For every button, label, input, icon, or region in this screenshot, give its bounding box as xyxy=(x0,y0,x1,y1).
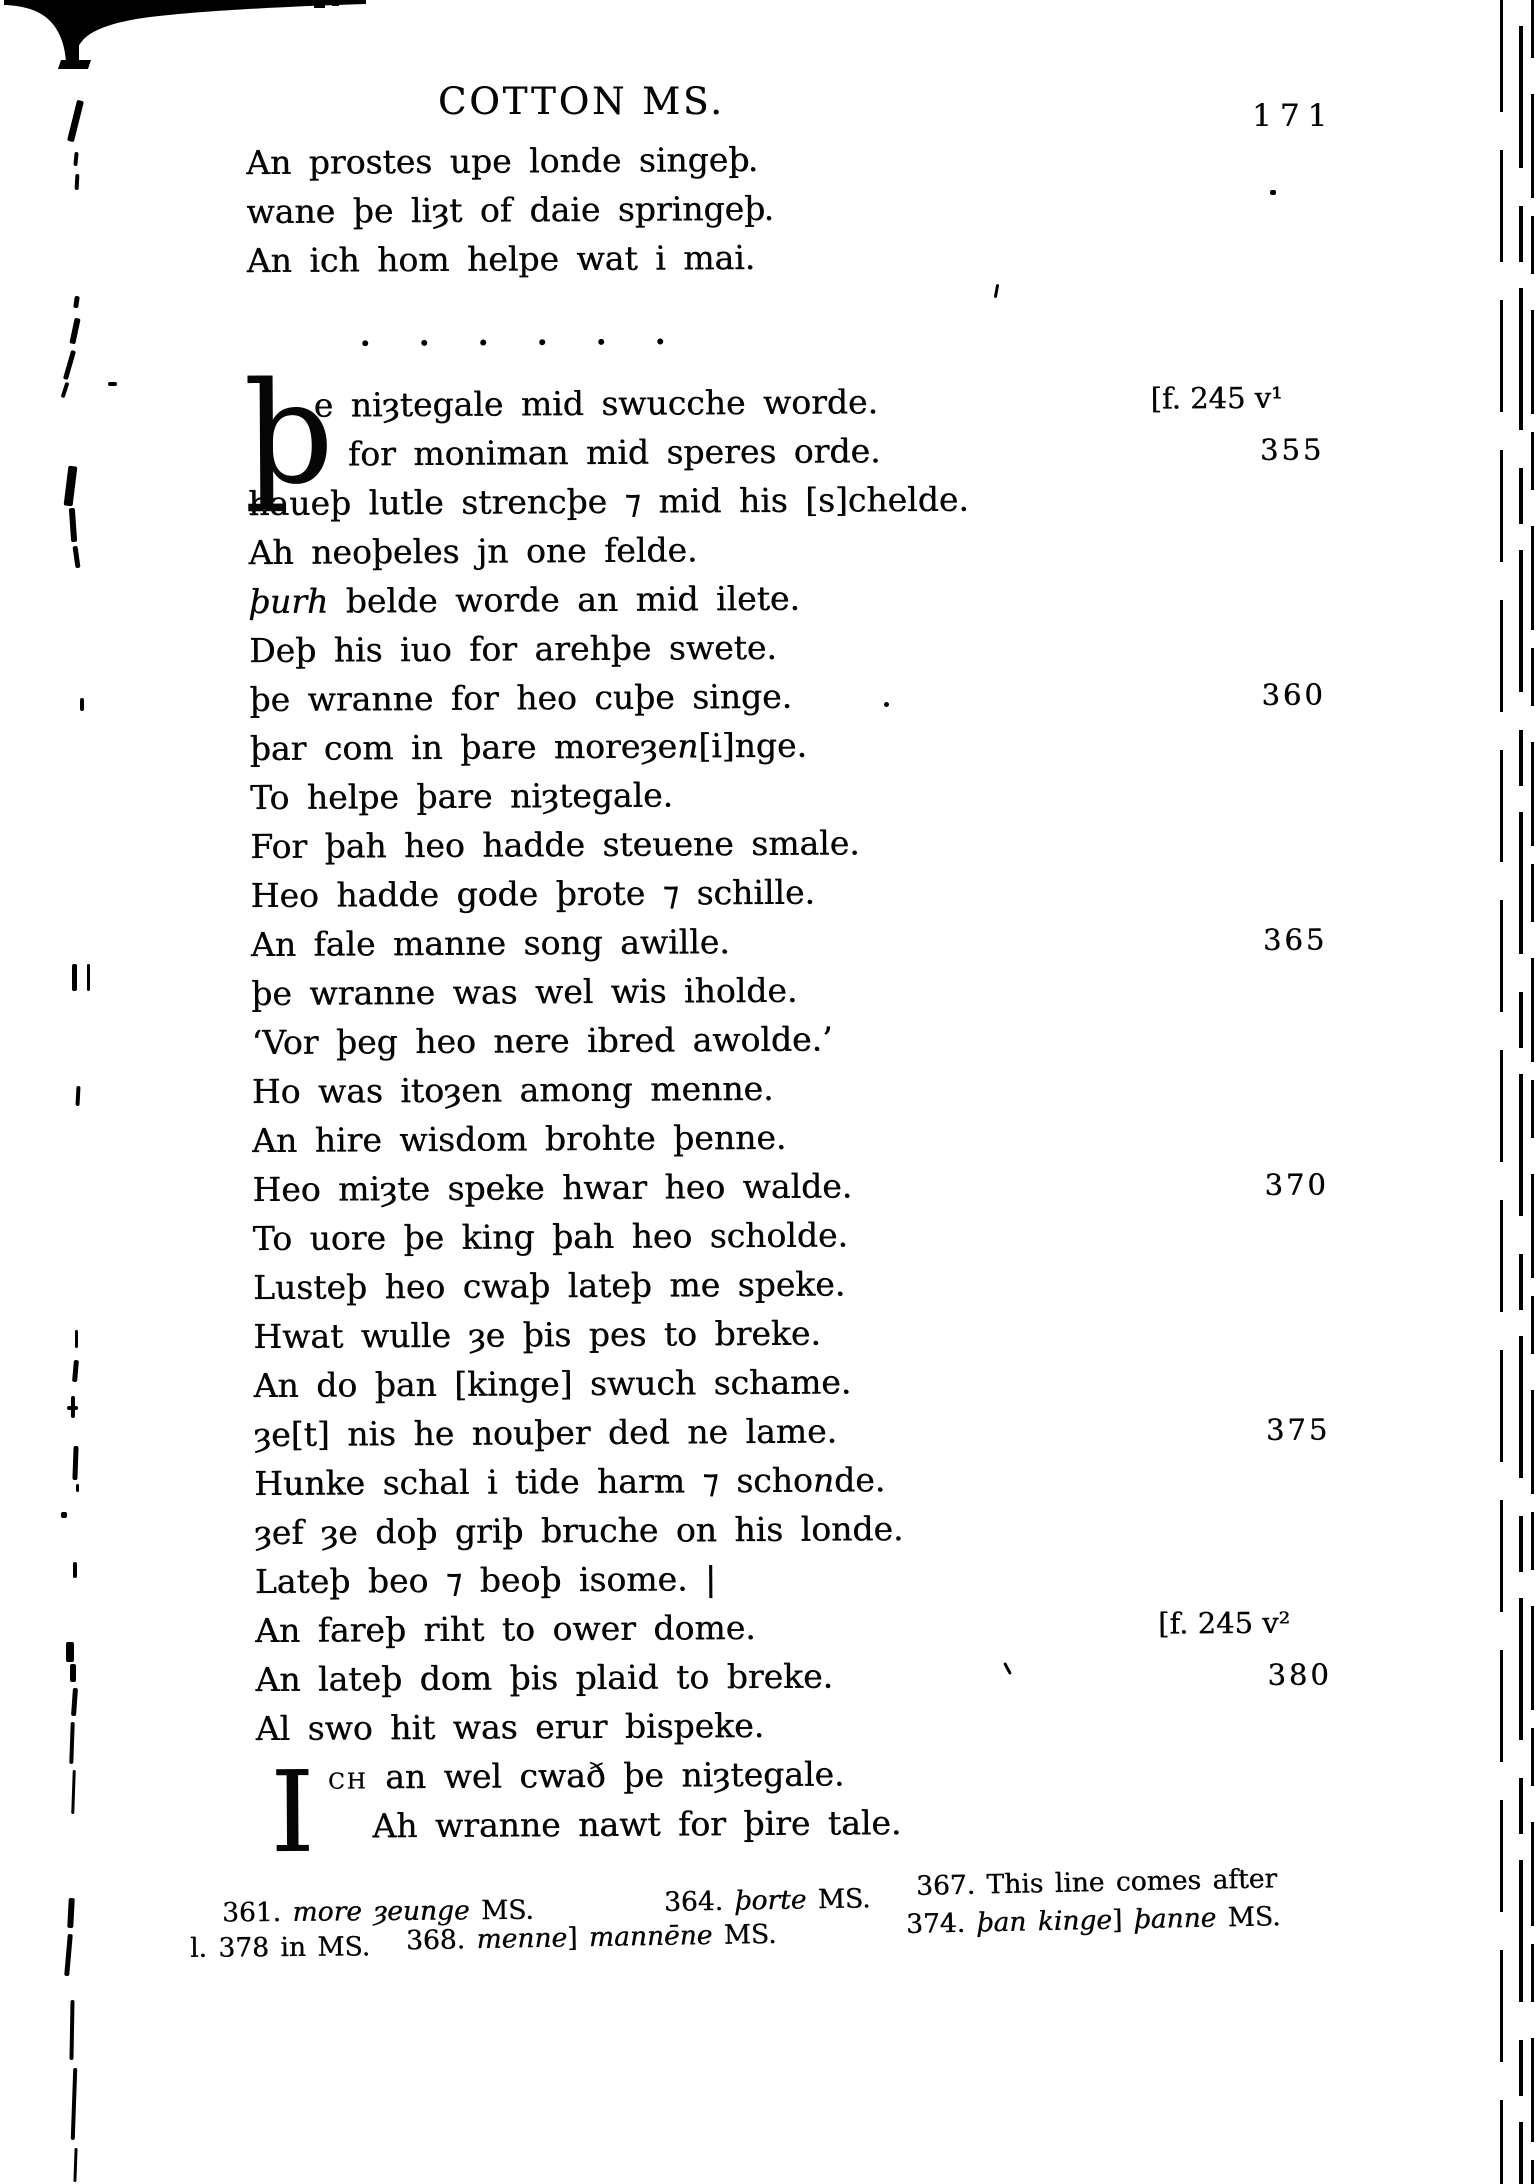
poem-line-text xyxy=(249,628,777,670)
small-caps-text: CH xyxy=(327,1769,368,1795)
poem-line-text xyxy=(250,726,807,768)
text: 368. xyxy=(405,1924,477,1957)
footnote xyxy=(906,1901,1281,1940)
stanza xyxy=(256,1747,1367,1878)
text: an wel cwað þe niȝtegale. xyxy=(367,1754,845,1797)
stanza xyxy=(243,352,1365,1755)
italic-text: more ȝeunge xyxy=(292,1895,470,1928)
poem-line xyxy=(250,817,1360,873)
poem-line xyxy=(248,523,1358,579)
line-number: 355 xyxy=(1259,432,1325,467)
poem-line xyxy=(246,133,1356,189)
poem-line-text xyxy=(256,1706,765,1748)
text: Deþ his iuo for arehþe swete. xyxy=(248,627,777,670)
text: 367. This line comes after xyxy=(915,1863,1278,1902)
poem-line-text xyxy=(247,238,756,280)
line-number: 370 xyxy=(1264,1167,1329,1202)
ellipsis-dot xyxy=(421,340,427,346)
folio-mark: [f. 245 v² xyxy=(1157,1605,1291,1641)
poem-line xyxy=(248,425,1358,481)
ellipsis-dot xyxy=(480,340,486,346)
text: An do þan [kinge] swuch schame. xyxy=(253,1362,852,1405)
poem-line-text xyxy=(250,873,815,915)
ellipsis-dot xyxy=(539,339,545,345)
footnote xyxy=(190,1931,370,1964)
text: þe wranne for heo cuþe singe. xyxy=(249,676,793,719)
footnote xyxy=(916,1863,1278,1902)
poem-line xyxy=(255,1601,1365,1657)
text: Lateþ beo ⁊ beoþ isome. | xyxy=(254,1559,717,1601)
poem-line xyxy=(247,231,1357,287)
poem-line xyxy=(255,1650,1365,1706)
text: ȝe[t] nis he nouþer ded ne lame. xyxy=(253,1411,838,1454)
poem-line xyxy=(250,768,1360,824)
poem-line-text xyxy=(246,140,758,182)
text: Lusteþ heo cwaþ lateþ me speke. xyxy=(252,1264,846,1307)
poem-line xyxy=(246,182,1356,238)
text: 364. xyxy=(663,1885,735,1918)
poem-line xyxy=(249,621,1359,677)
text: þe wranne was wel wis iholde. xyxy=(251,970,798,1013)
poem-line-text xyxy=(251,1019,832,1062)
italic-text: þanne xyxy=(1133,1902,1217,1936)
scan-artifact-top-edge xyxy=(0,0,380,84)
text: An hire wisdom brohte þenne. xyxy=(251,1117,787,1160)
italic-text: n xyxy=(676,726,699,766)
footnote xyxy=(664,1883,871,1918)
text: 361. xyxy=(221,1896,293,1929)
italic-text: n xyxy=(812,1460,835,1500)
poem-line xyxy=(256,1797,1366,1853)
text: Ah neoþeles jn one felde. xyxy=(248,530,698,572)
page-header-title: COTTON MS. xyxy=(438,80,725,123)
poem-line xyxy=(251,1013,1361,1069)
poem-line xyxy=(248,474,1358,530)
text: þar com in þare moreȝe xyxy=(249,726,678,768)
text: Ho was itoȝen among menne. xyxy=(251,1068,774,1111)
text: An lateþ dom þis plaid to breke. xyxy=(255,1656,834,1699)
poem-line xyxy=(252,1160,1362,1216)
poem-line-text xyxy=(246,189,774,231)
italic-text: menne xyxy=(476,1922,568,1956)
poem-line-text xyxy=(250,775,673,817)
text: 374. xyxy=(905,1907,977,1940)
poem-line xyxy=(253,1258,1363,1314)
text: MS. xyxy=(712,1918,777,1951)
poem-line-text xyxy=(254,1411,837,1454)
scan-artifact-right-line-3 xyxy=(1531,0,1534,2184)
poem-line-text xyxy=(251,922,730,964)
poem xyxy=(243,133,1366,1878)
text: An fareþ riht to ower dome. xyxy=(254,1607,756,1650)
scan-artifact-right-line-1 xyxy=(1500,0,1503,2184)
text: To helpe þare niȝtegale. xyxy=(249,775,674,817)
text: An ich hom helpe wat i mai. xyxy=(246,237,756,280)
italic-text: mannēne xyxy=(588,1919,713,1954)
text: [i]nge. xyxy=(698,725,808,766)
poem-line xyxy=(247,376,1357,432)
poem-line-text xyxy=(254,1460,885,1503)
poem-line xyxy=(252,1062,1362,1118)
poem-line-text xyxy=(255,1559,717,1601)
ellipsis-dot xyxy=(598,339,604,345)
poem-line-text xyxy=(253,1362,851,1405)
text: Ah wranne nawt for þire tale. xyxy=(372,1803,902,1846)
poem-line-text xyxy=(254,1509,903,1552)
text: de. xyxy=(833,1460,886,1500)
poem-line-text xyxy=(253,1264,845,1307)
poem-line xyxy=(254,1454,1364,1510)
line-number: 380 xyxy=(1267,1657,1332,1692)
text: belde worde an mid ilete. xyxy=(328,578,801,621)
text: e niȝtegale mid swucche worde. xyxy=(313,382,879,425)
text: l. 378 in MS. xyxy=(189,1931,371,1964)
poem-line-text xyxy=(249,677,792,719)
poem-line xyxy=(249,670,1359,726)
poem-line xyxy=(250,719,1360,775)
drop-cap: I xyxy=(269,1747,315,1878)
folio-mark: [f. 245 v¹ xyxy=(1150,380,1283,416)
text: An fale manne song awille. xyxy=(250,922,730,964)
italic-text: þorte xyxy=(734,1884,807,1917)
text: haueþ lutle strencþe ⁊ mid his [s]chelde. xyxy=(248,479,969,523)
text: Heo hadde gode þrote ⁊ schille. xyxy=(250,872,816,915)
scan-artifact-right-line-2 xyxy=(1519,0,1523,2184)
text: For þah heo hadde steuene smale. xyxy=(250,823,860,866)
poem-line xyxy=(253,1307,1363,1363)
drop-cap: þ xyxy=(243,352,334,517)
poem-line-text xyxy=(248,480,969,523)
text: MS. xyxy=(1215,1901,1281,1934)
poem-line xyxy=(249,572,1359,628)
text: Al swo hit was erur bispeke. xyxy=(255,1705,765,1748)
line-number: 360 xyxy=(1261,677,1326,712)
text: ȝef ȝe doþ griþ bruche on his londe. xyxy=(254,1509,904,1552)
stanza xyxy=(246,133,1357,287)
footnotes xyxy=(0,1863,1536,2012)
text: Hwat wulle ȝe þis pes to breke. xyxy=(253,1313,821,1356)
text: ] xyxy=(1111,1904,1135,1936)
poem-line-text xyxy=(251,971,797,1013)
poem-line-text xyxy=(255,1608,756,1650)
italic-text: þan kinge xyxy=(976,1904,1113,1939)
italic-text: þurh xyxy=(248,581,329,621)
poem-line-text xyxy=(255,1656,833,1699)
poem-line xyxy=(252,1111,1362,1167)
poem-line xyxy=(253,1209,1363,1265)
poem-line xyxy=(256,1748,1366,1804)
poem-line xyxy=(254,1405,1364,1461)
poem-line xyxy=(251,915,1361,971)
poem-line xyxy=(250,866,1360,922)
poem-line-text xyxy=(252,1118,786,1160)
poem-line xyxy=(253,1356,1363,1412)
ellipsis-dot xyxy=(362,340,368,346)
page-number: 171 xyxy=(1252,98,1336,134)
poem-line-text xyxy=(252,1166,852,1209)
text: wane þe liȝt of daie springeþ. xyxy=(246,188,775,231)
text: MS. xyxy=(806,1883,871,1916)
poem-line-text xyxy=(314,382,879,424)
poem-line-text xyxy=(253,1314,821,1356)
poem-line xyxy=(251,964,1361,1020)
text: An prostes upe londe singeþ. xyxy=(246,139,759,182)
poem-line xyxy=(256,1699,1366,1755)
text: ‘Vor þeg heo nere ibred awolde.’ xyxy=(251,1019,833,1062)
poem-line-text xyxy=(328,1754,845,1796)
text: for moniman mid speres orde. xyxy=(347,431,881,474)
ellipsis-row xyxy=(247,280,1358,383)
text: ] xyxy=(566,1922,590,1954)
poem-line-text xyxy=(250,823,860,866)
ellipsis-dot xyxy=(657,338,663,344)
footnote xyxy=(406,1919,777,1956)
text: To uore þe king þah heo scholde. xyxy=(252,1215,849,1258)
poem-line-text xyxy=(249,579,800,621)
poem-line-text xyxy=(372,1803,901,1845)
poem-line-text xyxy=(248,530,697,572)
text: MS. xyxy=(469,1894,534,1927)
poem-line-text xyxy=(348,431,881,473)
text: Heo miȝte speke hwar heo walde. xyxy=(252,1166,853,1209)
text: Hunke schal i tide harm ⁊ scho xyxy=(254,1460,813,1503)
line-number: 365 xyxy=(1262,922,1328,957)
poem-line-text xyxy=(252,1069,774,1111)
poem-line-text xyxy=(253,1215,848,1258)
poem-line xyxy=(254,1503,1364,1559)
line-number: 375 xyxy=(1265,1412,1331,1447)
